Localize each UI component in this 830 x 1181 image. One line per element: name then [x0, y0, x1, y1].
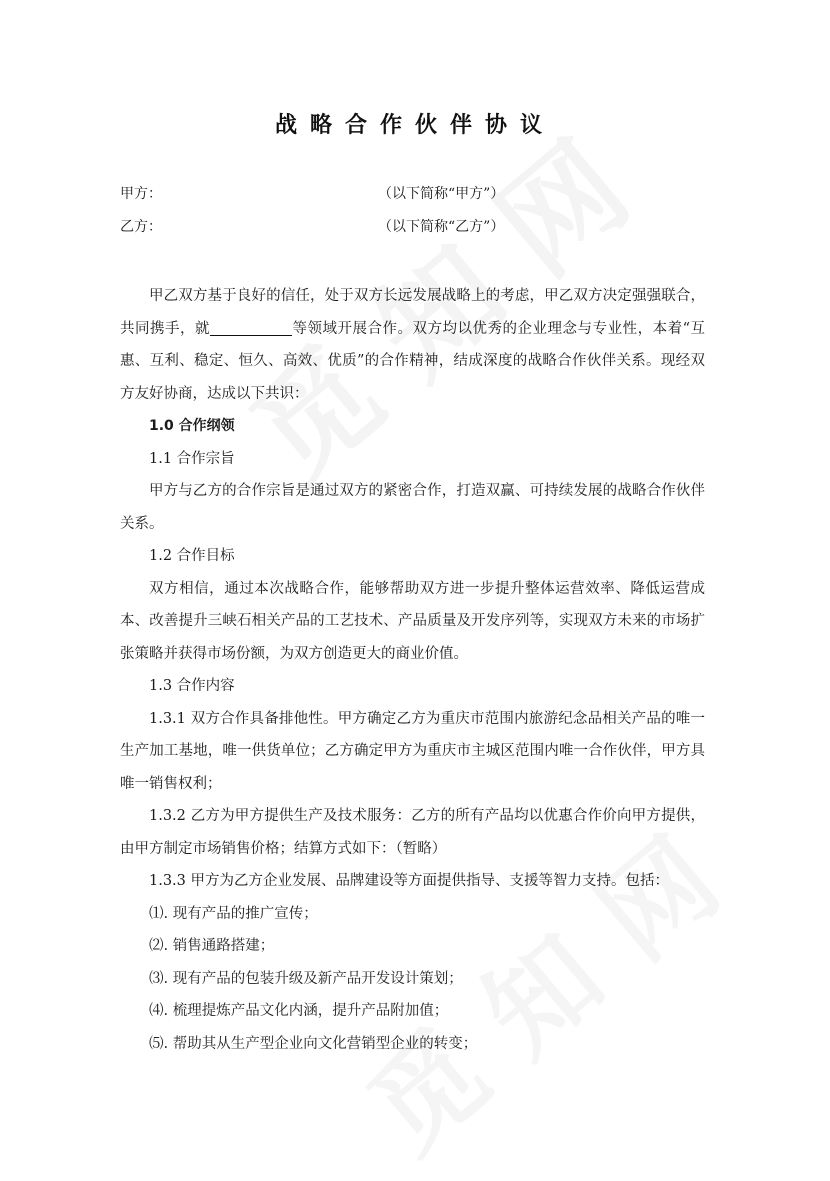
agreement-body [120, 280, 705, 1060]
intro-paragraph [120, 280, 705, 410]
party-a-note: （以下简称“甲方”） [378, 186, 505, 202]
list-item: ⑸. 帮助其从生产型企业向文化营销型企业的转变； [149, 1035, 478, 1052]
cooperation-field-blank [210, 317, 292, 336]
section-1-2-heading: 1.2 合作目标 [149, 548, 235, 564]
party-b-label: 乙方： [120, 219, 162, 235]
section-1-1-text: 甲方与乙方的合作宗旨是通过双方的紧密合作，打造双赢、可持续发展的战略合作伙伴关系。 [120, 483, 705, 532]
section-1-3-heading: 1.3 合作内容 [149, 678, 235, 694]
section-1-2-text: 双方相信，通过本次战略合作，能够帮助双方进一步提升整体运营效率、降低运营成本、改善提升三峡石相关产品的工艺技术、产品质量及开发序列等，实现双方未来的市场扩张策略并获得市场份额，为双方创造更大的商业价值。 [120, 580, 705, 662]
party-a-label: 甲方： [120, 186, 162, 202]
list-item: ⑵. 销售通路搭建； [149, 938, 275, 954]
section-1-1-heading: 1.1 合作宗旨 [149, 450, 235, 467]
document-title: 战略合作伙伴协议 [274, 113, 555, 138]
list-item: ⑶. 现有产品的包装升级及新产品开发设计策划； [149, 970, 463, 987]
intro-text-2: 等领域开展合作。双方均以优秀的企业理念与专业性，本着“互惠、互利、稳定、恒久、高效、优质”的合作精神，结成深度的战略合作伙伴关系。现经双方友好协商，达成以下共识： [120, 320, 705, 402]
list-item: ⑴. 现有产品的推广宣传； [149, 905, 318, 922]
party-a-line [120, 183, 505, 203]
list-item: ⑷. 梳理提炼产品文化内涵，提升产品附加值； [149, 1003, 449, 1019]
party-b-note: （以下简称“乙方”） [378, 219, 505, 235]
section-1-3-2: 1.3.2 乙方为甲方提供生产及技术服务：乙方的所有产品均以优惠合作价向甲方提供，由甲方制定市场销售价格；结算方式如下：（暂略） [120, 808, 705, 857]
section-1-3-3: 1.3.3 甲方为乙方企业发展、品牌建设等方面提供指导、支援等智力支持。包括： [149, 873, 670, 889]
section-1-0-heading: 1.0 合作纲领 [149, 418, 235, 434]
party-b-line [120, 216, 505, 236]
section-1-3-1: 1.3.1 双方合作具备排他性。甲方确定乙方为重庆市范围内旅游纪念品相关产品的唯一生产加工基地，唯一供货单位；乙方确定甲方为重庆市主城区范围内唯一合作伙伴，甲方具唯一销售权利； [120, 710, 705, 792]
intro-text-1: 甲乙双方基于良好的信任，处于双方长远发展战略上的考虑，甲乙双方决定强强联合，共同携手，就 [120, 288, 705, 337]
